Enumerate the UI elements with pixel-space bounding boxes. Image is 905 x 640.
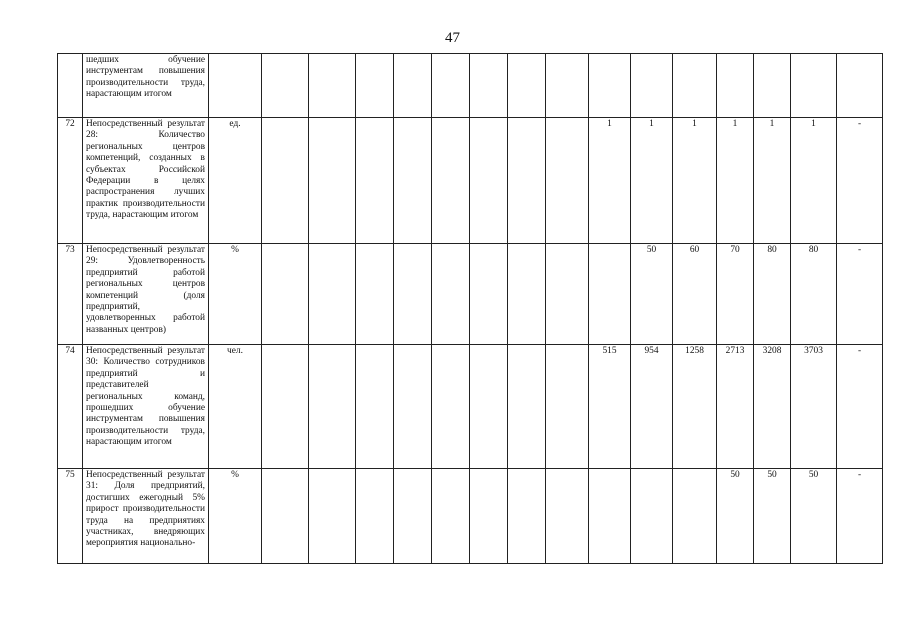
value-cell (309, 244, 356, 345)
unit-cell: % (209, 469, 262, 564)
table-row (58, 54, 883, 118)
row-number-cell: 72 (58, 118, 83, 244)
table-row (58, 469, 883, 564)
value-cell: - (837, 345, 883, 469)
value-cell: 3208 (754, 345, 791, 469)
value-cell (394, 118, 432, 244)
value-cell (262, 345, 309, 469)
value-cell (470, 244, 508, 345)
value-cell (356, 345, 394, 469)
page-number: 47 (445, 30, 460, 46)
indicators-table (57, 53, 883, 564)
value-cell: 1 (791, 118, 837, 244)
value-cell (508, 54, 546, 118)
value-cell: - (837, 469, 883, 564)
value-cell (791, 54, 837, 118)
value-cell (717, 54, 754, 118)
value-cell (546, 469, 589, 564)
value-cell: 1 (589, 118, 631, 244)
value-cell (837, 54, 883, 118)
value-cell (546, 54, 589, 118)
indicator-description-cell: шедших обучение инструментам повышения производительности труда, нарастающим итогом (83, 54, 209, 118)
value-cell (589, 54, 631, 118)
value-cell (394, 345, 432, 469)
value-cell: 1 (717, 118, 754, 244)
indicator-description-cell: Непосредственный результат 28: Количество региональных центров компетенций, созданных в субъектах Российской Федерации в целях распространения лучших практик производительности труда, нарастающим итогом (83, 118, 209, 244)
value-cell (432, 469, 470, 564)
value-cell (470, 345, 508, 469)
value-cell (356, 118, 394, 244)
value-cell: 50 (791, 469, 837, 564)
unit-cell: ед. (209, 118, 262, 244)
value-cell (508, 118, 546, 244)
row-number-cell (58, 54, 83, 118)
value-cell (309, 345, 356, 469)
value-cell (309, 469, 356, 564)
value-cell (470, 469, 508, 564)
value-cell (309, 54, 356, 118)
value-cell (394, 469, 432, 564)
value-cell (356, 469, 394, 564)
value-cell (546, 345, 589, 469)
value-cell: 3703 (791, 345, 837, 469)
value-cell (309, 118, 356, 244)
value-cell: 2713 (717, 345, 754, 469)
row-number-cell: 73 (58, 244, 83, 345)
value-cell (470, 118, 508, 244)
table-row (58, 118, 883, 244)
value-cell (673, 469, 717, 564)
value-cell (432, 244, 470, 345)
value-cell: 50 (631, 244, 673, 345)
value-cell (546, 118, 589, 244)
value-cell (262, 244, 309, 345)
unit-cell (209, 54, 262, 118)
value-cell: 50 (717, 469, 754, 564)
table-row (58, 345, 883, 469)
value-cell (546, 244, 589, 345)
value-cell (394, 244, 432, 345)
value-cell (432, 54, 470, 118)
value-cell: 80 (791, 244, 837, 345)
unit-cell: чел. (209, 345, 262, 469)
unit-cell: % (209, 244, 262, 345)
value-cell: 50 (754, 469, 791, 564)
value-cell: 80 (754, 244, 791, 345)
value-cell: 70 (717, 244, 754, 345)
value-cell (470, 54, 508, 118)
value-cell (508, 469, 546, 564)
value-cell (356, 244, 394, 345)
value-cell (356, 54, 394, 118)
value-cell (589, 244, 631, 345)
indicator-description-cell: Непосредственный результат 31: Доля предприятий, достигших ежегодный 5% прирост производительности труда на предприятиях участниках, внедряющих мероприятия национально- (83, 469, 209, 564)
value-cell: 1258 (673, 345, 717, 469)
value-cell (432, 118, 470, 244)
value-cell (262, 469, 309, 564)
value-cell: - (837, 244, 883, 345)
row-number-cell: 74 (58, 345, 83, 469)
value-cell (589, 469, 631, 564)
value-cell: 1 (673, 118, 717, 244)
value-cell (754, 54, 791, 118)
row-number-cell: 75 (58, 469, 83, 564)
value-cell: 515 (589, 345, 631, 469)
value-cell (394, 54, 432, 118)
table-row (58, 244, 883, 345)
value-cell: - (837, 118, 883, 244)
value-cell (508, 244, 546, 345)
value-cell (631, 54, 673, 118)
value-cell (432, 345, 470, 469)
value-cell: 1 (754, 118, 791, 244)
value-cell: 954 (631, 345, 673, 469)
value-cell: 60 (673, 244, 717, 345)
indicator-description-cell: Непосредственный результат 30: Количество сотрудников предприятий и представителей региональных команд, прошедших обучение инструментам повышения производительности труда, нарастающим итогом (83, 345, 209, 469)
indicator-description-cell: Непосредственный результат 29: Удовлетворенность предприятий работой региональных центров компетенций (доля предприятий, удовлетворенных работой названных центров) (83, 244, 209, 345)
value-cell (262, 54, 309, 118)
value-cell: 1 (631, 118, 673, 244)
value-cell (508, 345, 546, 469)
value-cell (673, 54, 717, 118)
value-cell (262, 118, 309, 244)
value-cell (631, 469, 673, 564)
